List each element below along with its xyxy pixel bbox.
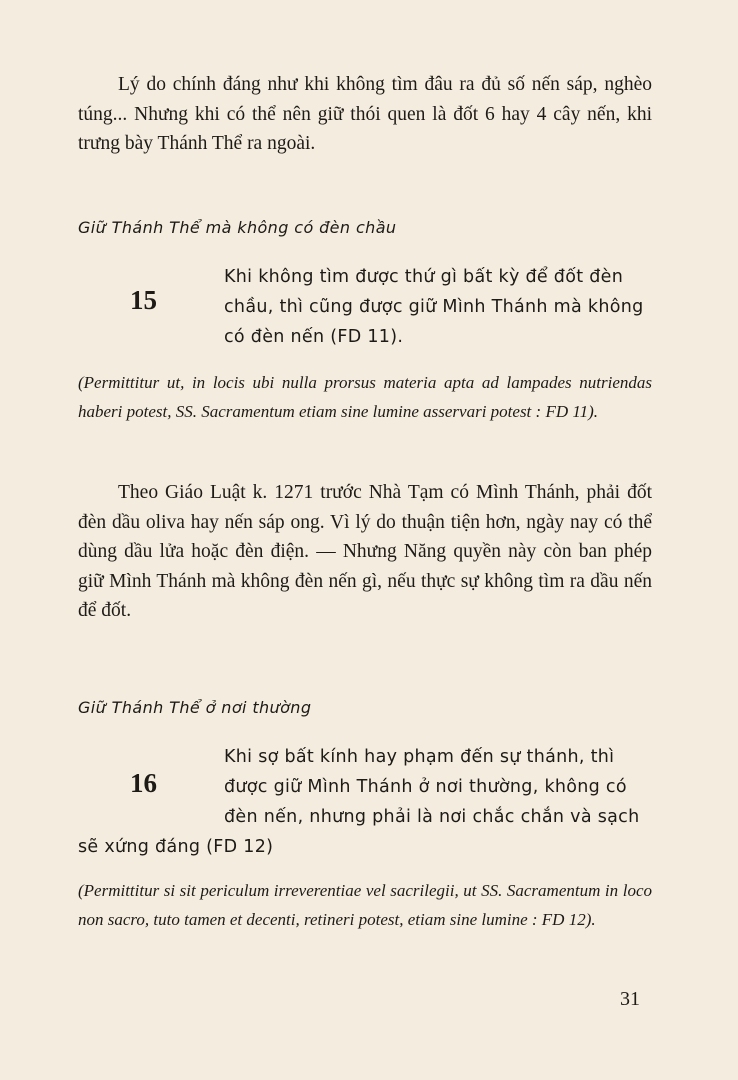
- page-number: 31: [620, 988, 640, 1010]
- latin-text-15: (Permittitur ut, in locis ubi nulla prorsus materia apta ad lampades nutriendas haberi potest, SS. Sacramentum etiam sine lumine asservari potest : FD 11).: [78, 373, 652, 421]
- rule-number-15: 15: [130, 285, 157, 315]
- rule-text-16: [78, 742, 652, 862]
- rule-text-15: [78, 262, 652, 352]
- number-gutter: [78, 742, 224, 830]
- rule-text-15-content: Khi không tìm được thứ gì bất kỳ để đốt đèn chầu, thì cũng được giữ Mình Thánh mà không có đèn nến (FD 11).: [224, 267, 644, 347]
- number-gutter: [78, 262, 224, 350]
- opening-paragraph: Lý do chính đáng như khi không tìm đâu ra đủ số nến sáp, nghèo túng... Nhưng khi có thể nên giữ thói quen là đốt 6 hay 4 cây nến, khi trưng bày Thánh Thể ra ngoài.: [78, 74, 652, 154]
- section-heading-16: Giữ Thánh Thể ở nơi thường: [78, 698, 312, 717]
- rule-number-16: 16: [130, 768, 157, 798]
- section-heading-15: Giữ Thánh Thể mà không có đèn chầu: [78, 218, 397, 237]
- rule-text-16-content: Khi sợ bất kính hay phạm đến sự thánh, thì được giữ Mình Thánh ở nơi thường, không có đèn nến, nhưng phải là nơi chắc chắn và sạch sẽ xứng đáng (FD 12): [78, 747, 640, 857]
- commentary-paragraph: Theo Giáo Luật k. 1271 trước Nhà Tạm có Mình Thánh, phải đốt đèn dầu oliva hay nến sáp ong. Vì lý do thuận tiện hơn, ngày nay có thể dùng dầu lửa hoặc đèn điện. — Nhưng Năng quyền này còn ban phép giữ Mình Thánh mà không đèn nến gì, nếu thực sự không tìm ra dầu nến để đốt.: [78, 482, 652, 621]
- latin-text-16: (Permittitur si sit periculum irreverentiae vel sacrilegii, ut SS. Sacramentum in loco non sacro, tuto tamen et decenti, retineri potest, etiam sine lumine : FD 12).: [78, 881, 652, 929]
